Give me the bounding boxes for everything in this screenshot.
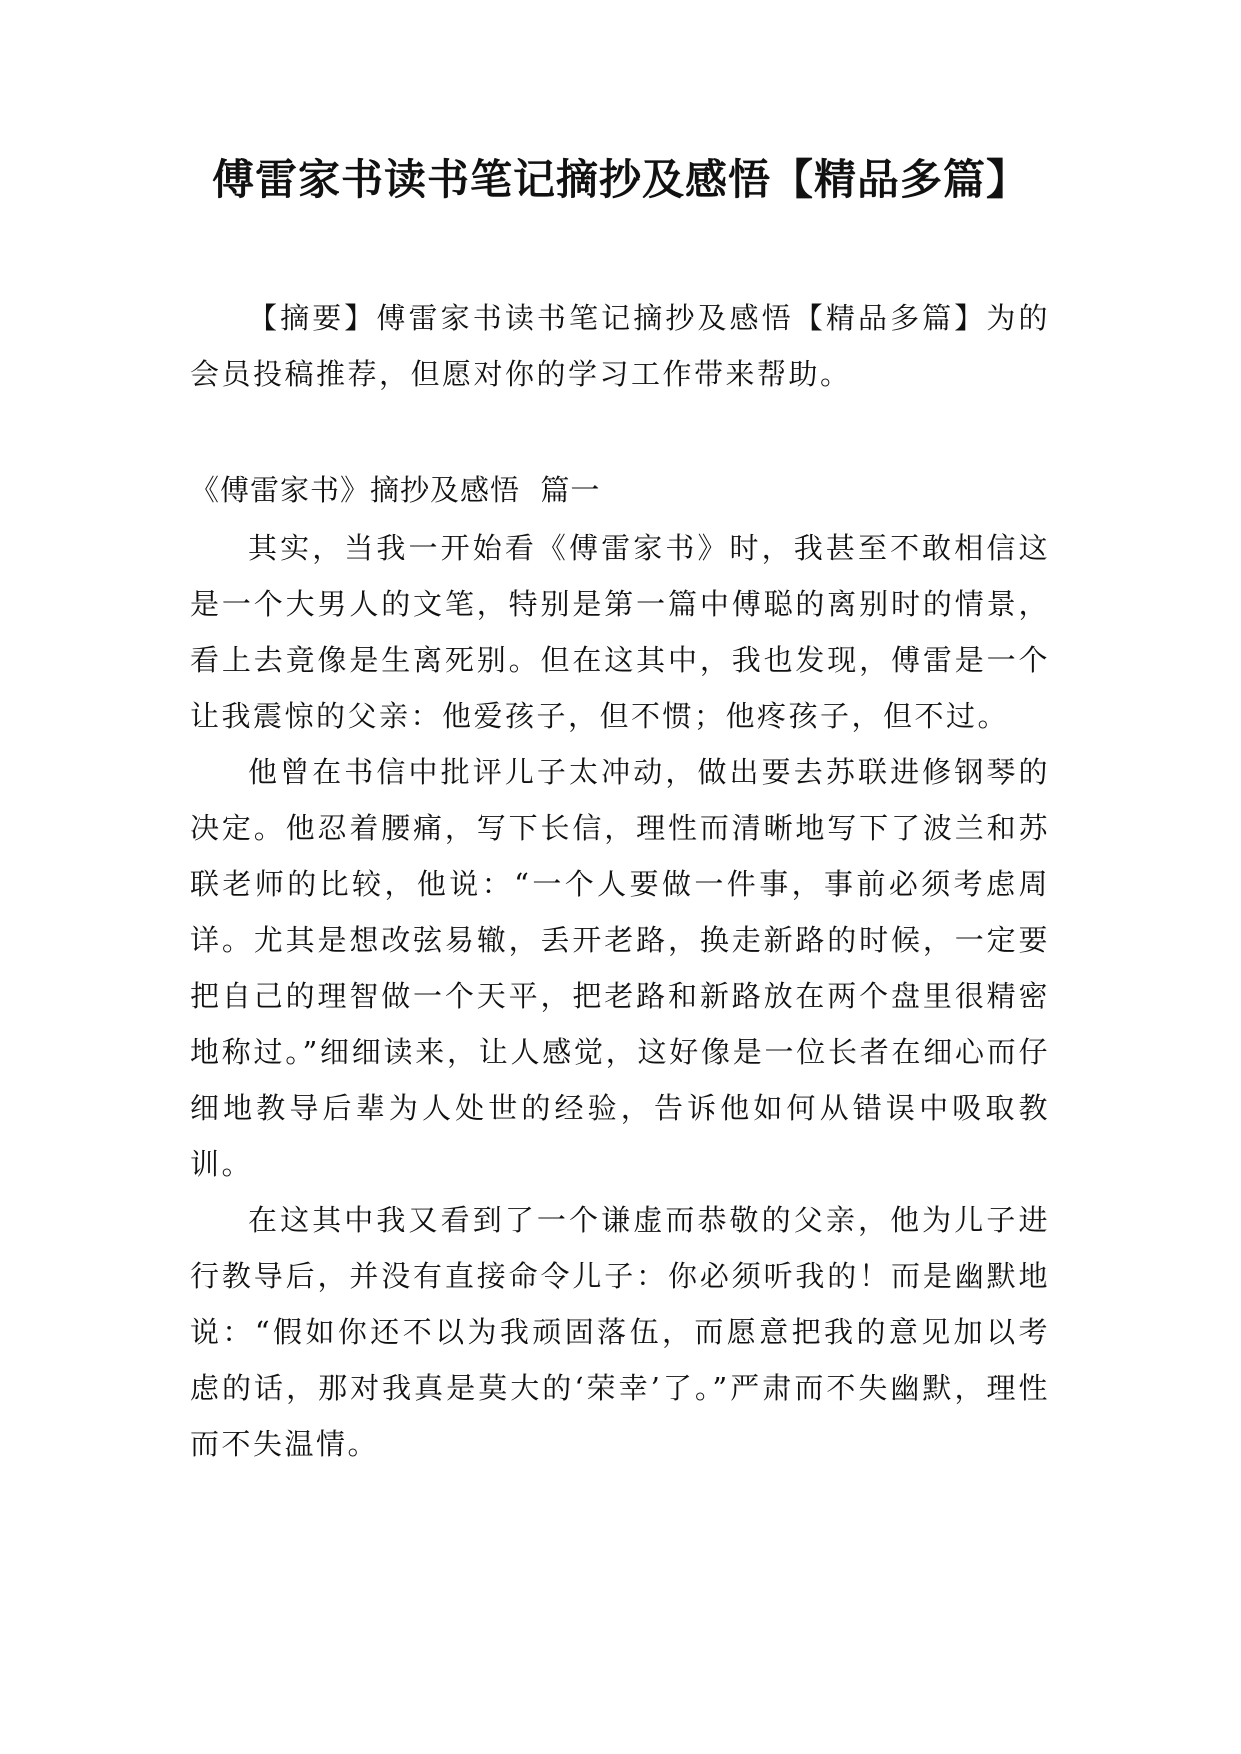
body-paragraph-2: 他曾在书信中批评儿子太冲动，做出要去苏联进修钢琴的决定。他忍着腰痛，写下长信，理性而清晰地写下了波兰和苏联老师的比较，他说：“一个人要做一件事，事前必须考虑周详。尤其是想改弦易辙，丢开老路，换走新路的时候，一定要把自己的理智做一个天平，把老路和新路放在两个盘里很精密地称过。”细细读来，让人感觉，这好像是一位长者在细心而仔细地教导后辈为人处世的经验，告诉他如何从错误中吸取教训。 bbox=[190, 755, 1050, 1181]
body-paragraph-1: 其实，当我一开始看《傅雷家书》时，我甚至不敢相信这是一个大男人的文笔，特别是第一篇中傅聪的离别时的情景，看上去竟像是生离死别。但在这其中，我也发现，傅雷是一个让我震惊的父亲：他爱孩子，但不惯；他疼孩子，但不过。 bbox=[190, 531, 1050, 733]
abstract-paragraph: 【摘要】傅雷家书读书笔记摘抄及感悟【精品多篇】为的会员投稿推荐，但愿对你的学习工作带来帮助。 bbox=[190, 301, 1050, 391]
document-title: 傅雷家书读书笔记摘抄及感悟【精品多篇】 bbox=[211, 155, 1029, 204]
body-paragraph-3: 在这其中我又看到了一个谦虚而恭敬的父亲，他为儿子进行教导后，并没有直接命令儿子：你必须听我的！而是幽默地说：“假如你还不以为我顽固落伍，而愿意把我的意见加以考虑的话，那对我真是莫大的‘荣幸’了。”严肃而不失幽默，理性而不失温情。 bbox=[190, 1203, 1050, 1461]
section-heading: 《傅雷家书》摘抄及感悟 篇一 bbox=[190, 473, 601, 507]
document-body bbox=[190, 290, 1050, 1472]
